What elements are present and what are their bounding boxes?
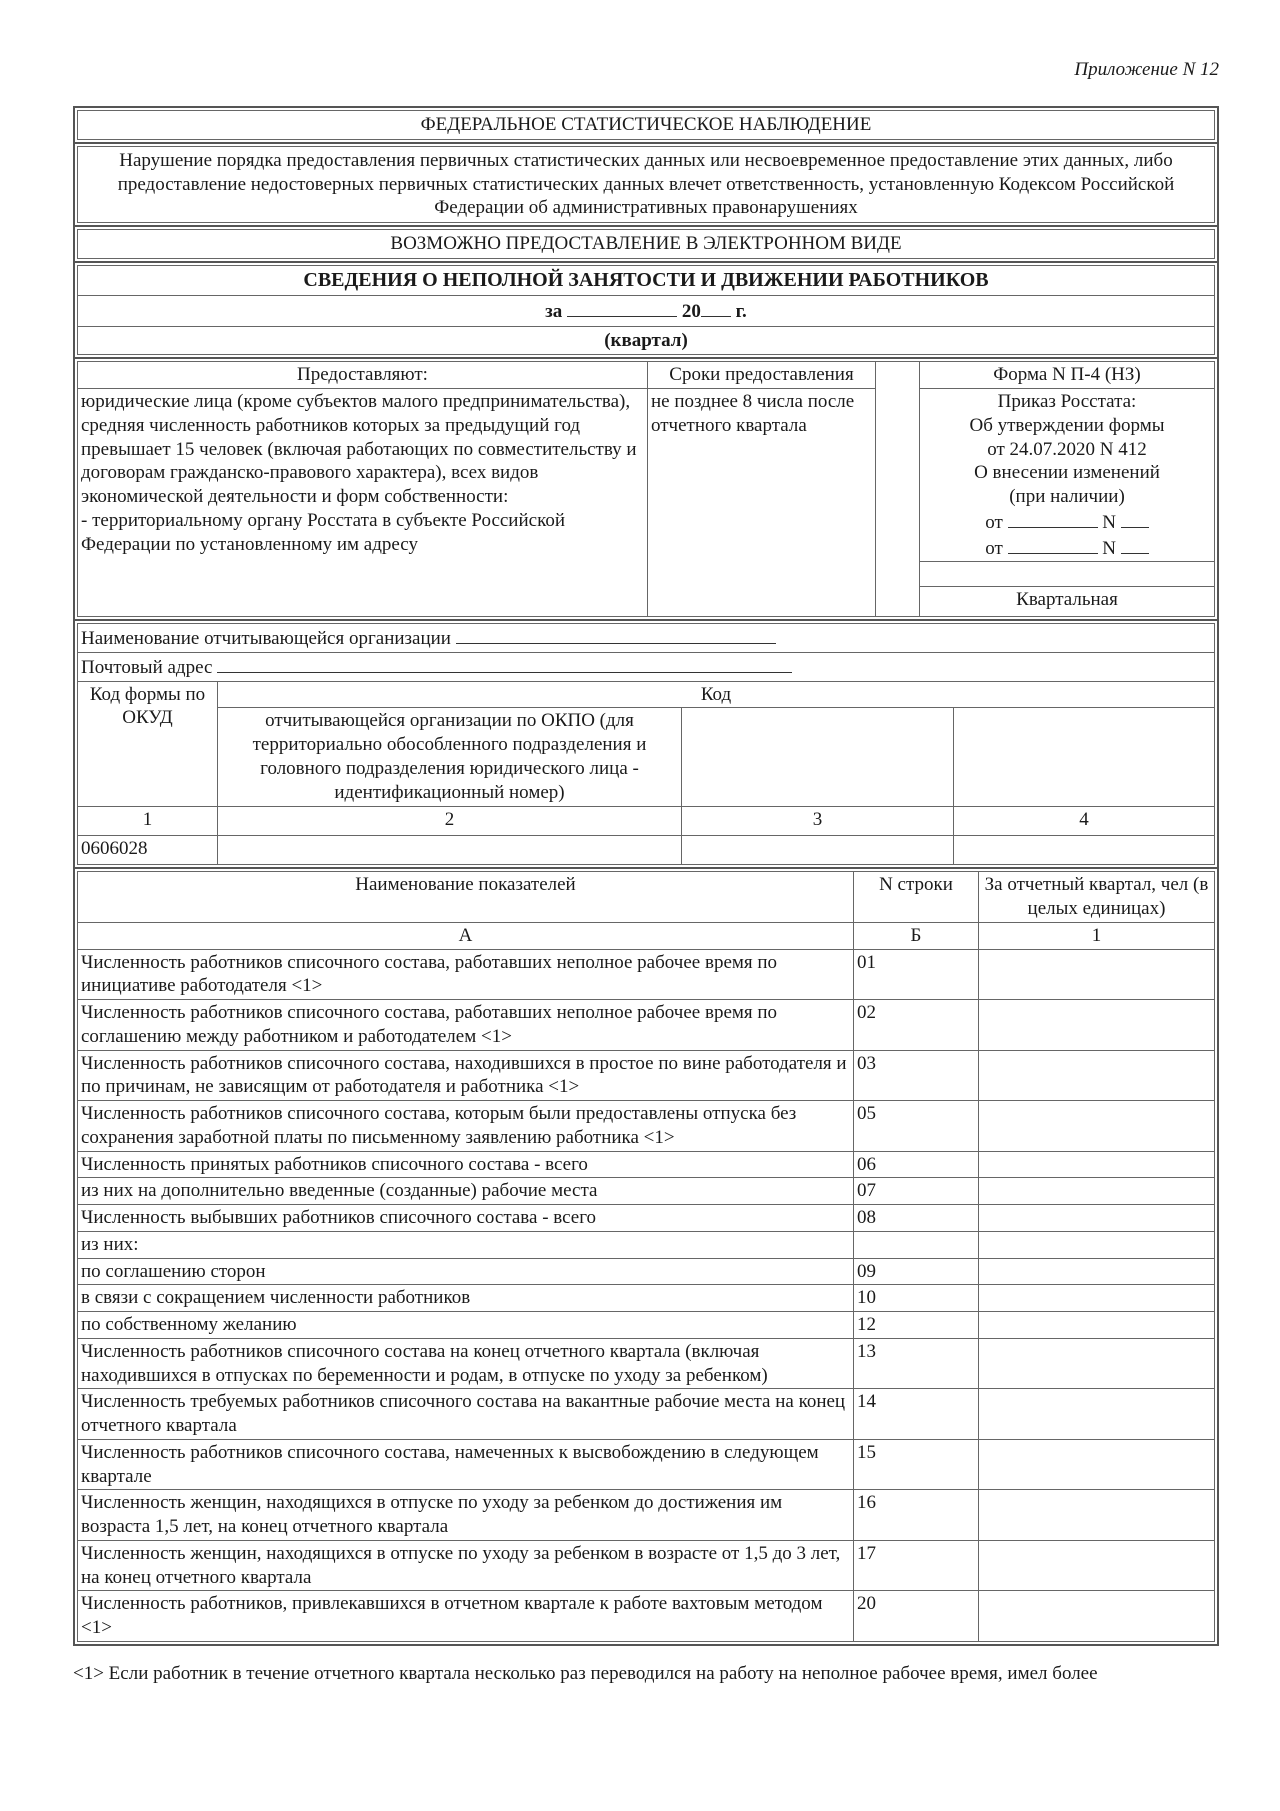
quarter-value-field[interactable] [979, 1000, 1215, 1051]
quarter-value-field[interactable] [979, 1101, 1215, 1152]
electronic-submission-note: ВОЗМОЖНО ПРЕДОСТАВЛЕНИЕ В ЭЛЕКТРОННОМ ВИДЕ [77, 229, 1215, 259]
organization-block [73, 621, 1219, 869]
table-row [78, 1490, 1215, 1541]
period-prefix: за [545, 300, 563, 322]
federal-observation-title: ФЕДЕРАЛЬНОЕ СТАТИСТИЧЕСКОЕ НАБЛЮДЕНИЕ [77, 110, 1215, 140]
quarter-value-field[interactable] [979, 1231, 1215, 1258]
submission-table [77, 361, 1215, 617]
quarter-value-field[interactable] [979, 1439, 1215, 1490]
header-block [73, 106, 1219, 144]
quarter-value-field[interactable] [979, 1178, 1215, 1205]
indicator-name: Численность требуемых работников списочного состава на вакантные рабочие места на конец отчетного квартала [78, 1389, 854, 1440]
okud-header: Код формы по ОКУД [78, 681, 218, 807]
quarter-value-header: За отчетный квартал, чел (в целых единицах) [979, 872, 1215, 923]
quarter-value-field[interactable] [979, 1151, 1215, 1178]
indicator-name: по собственному желанию [78, 1312, 854, 1339]
order-line-2: Об утверждении формы [969, 414, 1165, 436]
table-row [78, 949, 1215, 1000]
letter-b: Б [854, 922, 979, 949]
table-row [78, 1231, 1215, 1258]
footnote: <1> Если работник в течение отчетного квартала несколько раз переводился на работу на неполное рабочее время, имел более [73, 1662, 1098, 1684]
line-number: 10 [854, 1285, 979, 1312]
quarter-value-field[interactable] [979, 1050, 1215, 1101]
indicator-name: Численность работников списочного состава, которым были предоставлены отпуска без сохранения заработной платы по письменному заявлению работника <1> [78, 1101, 854, 1152]
table-row [78, 1000, 1215, 1051]
org-address-row [78, 652, 1215, 681]
indicator-name: Численность работников списочного состава, находившихся в простое по вине работодателя и по причинам, не зависящим от работодателя и работника <1> [78, 1050, 854, 1101]
reporting-period [77, 296, 1215, 327]
order-cell [920, 389, 1215, 562]
indicator-name-header: Наименование показателей [78, 872, 854, 923]
quarter-value-field[interactable] [979, 1258, 1215, 1285]
org-name-row [78, 624, 1215, 653]
quarter-value-field[interactable] [979, 1389, 1215, 1440]
order-line-3: от 24.07.2020 N 412 [987, 438, 1147, 460]
indicator-name: Численность принятых работников списочного состава - всего [78, 1151, 854, 1178]
submitters-text: юридические лица (кроме субъектов малого предпринимательства), средняя численность работников которых за предыдущий год превышает 15 человек (включая работающих по совместительству и договорам гражданско-правового характера), всех видов экономической деятельности и форм собственности: [81, 391, 637, 507]
indicator-name: из них: [78, 1231, 854, 1258]
deadline-cell: не позднее 8 числа после отчетного квартала [648, 389, 876, 617]
quarter-value-field[interactable] [979, 1205, 1215, 1232]
quarter-caption: (квартал) [77, 327, 1215, 356]
okpo-code-field[interactable] [218, 836, 682, 865]
amendment-date-blank-1[interactable] [1008, 509, 1098, 528]
deadline-header: Сроки предоставления [648, 362, 876, 389]
order-line-4: О внесении изменений [974, 462, 1160, 484]
table-row [78, 1285, 1215, 1312]
quarter-value-field[interactable] [979, 1338, 1215, 1389]
line-number: 15 [854, 1439, 979, 1490]
code-col-3-header [682, 708, 954, 807]
amendment-number-blank-1[interactable] [1121, 509, 1149, 528]
indicator-rows [78, 949, 1215, 1641]
line-number: 02 [854, 1000, 979, 1051]
line-number: 20 [854, 1591, 979, 1642]
indicator-name: Численность женщин, находящихся в отпуске по уходу за ребенком в возрасте от 1,5 до 3 лет, на конец отчетного квартала [78, 1540, 854, 1591]
line-number: 07 [854, 1178, 979, 1205]
period-year: 20 [681, 300, 701, 322]
appendix-label: Приложение N 12 [1074, 59, 1219, 80]
col-index-4: 4 [954, 807, 1215, 836]
period-suffix: г. [735, 300, 747, 322]
amendment-date-blank-2[interactable] [1008, 535, 1098, 554]
table-row [78, 1178, 1215, 1205]
code-col-4-header [954, 708, 1215, 807]
line-number: 16 [854, 1490, 979, 1541]
org-name-label: Наименование отчитывающейся организации [81, 628, 451, 649]
year-blank[interactable] [701, 298, 731, 317]
indicator-name: Численность работников списочного состава, работавших неполное рабочее время по инициативе работодателя <1> [78, 949, 854, 1000]
quarter-value-field[interactable] [979, 1591, 1215, 1642]
indicators-table [77, 871, 1215, 1642]
amendment-number-blank-2[interactable] [1121, 535, 1149, 554]
table-row [78, 1439, 1215, 1490]
table-row [78, 1050, 1215, 1101]
table-row [78, 1389, 1215, 1440]
submit-destination: - территориальному органу Росстата в субъекте Российской Федерации по установленному им адресу [81, 509, 566, 555]
order-line-1: Приказ Росстата: [997, 391, 1137, 412]
table-row [78, 1101, 1215, 1152]
indicator-name: Численность работников списочного состава, работавших неполное рабочее время по соглашению между работником и работодателем <1> [78, 1000, 854, 1051]
indicator-name: Численность женщин, находящихся в отпуске по уходу за ребенком до достижения им возраста 1,5 лет, на конец отчетного квартала [78, 1490, 854, 1541]
table-row [78, 1258, 1215, 1285]
line-number: 03 [854, 1050, 979, 1101]
code-header: Код [218, 681, 1215, 708]
indicator-name: Численность выбывших работников списочного состава - всего [78, 1205, 854, 1232]
form-title: СВЕДЕНИЯ О НЕПОЛНОЙ ЗАНЯТОСТИ И ДВИЖЕНИИ РАБОТНИКОВ [77, 265, 1215, 296]
quarter-value-field[interactable] [979, 1285, 1215, 1312]
periodicity: Квартальная [920, 587, 1215, 617]
letter-a: А [78, 922, 854, 949]
line-number [854, 1231, 979, 1258]
submitters-header: Предоставляют: [78, 362, 648, 389]
order-line-5: (при наличии) [1009, 486, 1125, 507]
indicator-name: по соглашению сторон [78, 1258, 854, 1285]
indicator-name: Численность работников, привлекавшихся в отчетном квартале к работе вахтовым методом <1> [78, 1591, 854, 1642]
line-number: 09 [854, 1258, 979, 1285]
line-number: 05 [854, 1101, 979, 1152]
table-row [78, 1151, 1215, 1178]
org-address-label: Почтовый адрес [81, 656, 213, 678]
code-field-3[interactable] [682, 836, 954, 865]
table-row [78, 1205, 1215, 1232]
line-number: 14 [854, 1389, 979, 1440]
letter-1: 1 [979, 922, 1215, 949]
table-row [78, 1312, 1215, 1339]
quarter-value-field[interactable] [979, 1540, 1215, 1591]
col-index-1: 1 [78, 807, 218, 836]
submission-block [73, 359, 1219, 621]
okpo-header: отчитывающейся организации по ОКПО (для территориально обособленного подразделения и головного подразделения юридического лица - идентификационный номер) [218, 708, 682, 807]
line-number: 06 [854, 1151, 979, 1178]
indicator-name: из них на дополнительно введенные (созданные) рабочие места [78, 1178, 854, 1205]
col-index-2: 2 [218, 807, 682, 836]
spacer-cell-body [876, 389, 920, 617]
spacer-cell [876, 362, 920, 389]
quarter-value-field[interactable] [979, 1312, 1215, 1339]
line-number: 13 [854, 1338, 979, 1389]
indicator-name: Численность работников списочного состава на конец отчетного квартала (включая находившихся в отпусках по беременности и родам, в отпуске по уходу за ребенком) [78, 1338, 854, 1389]
okud-code-value: 0606028 [78, 836, 218, 865]
title-block [73, 263, 1219, 360]
line-number: 08 [854, 1205, 979, 1232]
amendment-line-2: от N [923, 535, 1211, 561]
col-index-3: 3 [682, 807, 954, 836]
quarter-value-field[interactable] [979, 949, 1215, 1000]
quarter-blank[interactable] [567, 298, 677, 317]
line-number: 01 [854, 949, 979, 1000]
amendment-line-1: от N [923, 509, 1211, 535]
indicator-name: в связи с сокращением численности работников [78, 1285, 854, 1312]
line-number: 17 [854, 1540, 979, 1591]
submitters-cell [78, 389, 648, 617]
electronic-block [73, 227, 1219, 263]
line-number: 12 [854, 1312, 979, 1339]
organization-table [77, 623, 1215, 865]
line-number-header: N строки [854, 872, 979, 923]
form-page [73, 58, 1219, 1686]
legal-warning: Нарушение порядка предоставления первичных статистических данных или несвоевременное предоставление этих данных, либо предоставление недостоверных первичных статистических данных влечет ответственность, установленную Кодексом Российской Федерации об административных правонарушениях [77, 146, 1215, 223]
empty-form-cell [920, 562, 1215, 587]
table-row [78, 1540, 1215, 1591]
warning-block [73, 144, 1219, 227]
org-name-field[interactable] [456, 625, 776, 644]
indicator-name: Численность работников списочного состава, намеченных к высвобождению в следующем квартале [78, 1439, 854, 1490]
form-number: Форма N П-4 (НЗ) [920, 362, 1215, 389]
indicators-block [73, 869, 1219, 1646]
table-row [78, 1591, 1215, 1642]
table-row [78, 1338, 1215, 1389]
org-address-field[interactable] [217, 654, 792, 673]
code-field-4[interactable] [954, 836, 1215, 865]
quarter-value-field[interactable] [979, 1490, 1215, 1541]
